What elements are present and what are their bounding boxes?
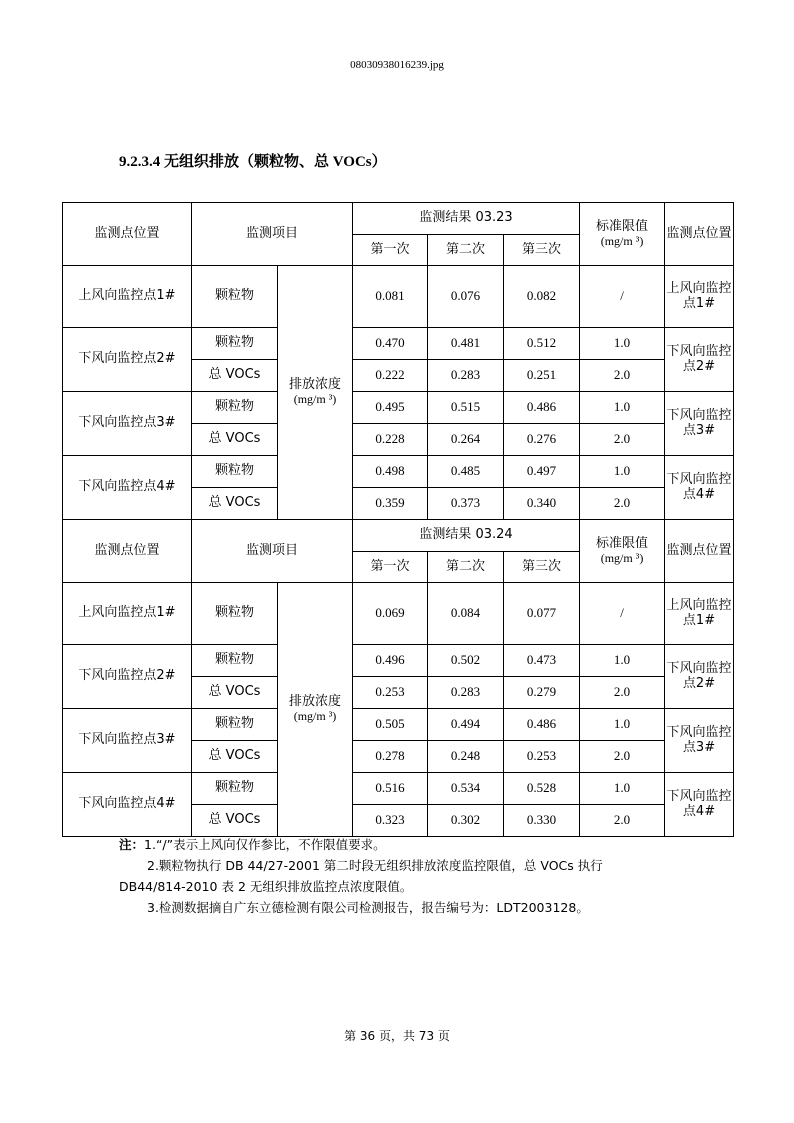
header-round-3: 第三次 bbox=[504, 235, 580, 266]
item-cell: 颗粒物 bbox=[192, 773, 278, 805]
value-round-3: 0.251 bbox=[504, 360, 580, 392]
limit-cell: / bbox=[580, 583, 665, 645]
value-round-1: 0.516 bbox=[353, 773, 428, 805]
value-round-1: 0.253 bbox=[353, 677, 428, 709]
table-header-row bbox=[63, 520, 734, 552]
limit-cell: 1.0 bbox=[580, 773, 665, 805]
location-right-cell: 下风向监控点2# bbox=[665, 645, 734, 709]
header-limit bbox=[580, 520, 665, 583]
location-cell: 上风向监控点1# bbox=[63, 583, 192, 645]
value-round-1: 0.470 bbox=[353, 328, 428, 360]
header-location: 监测点位置 bbox=[63, 520, 192, 583]
value-round-2: 0.515 bbox=[428, 392, 504, 424]
table-row bbox=[63, 583, 734, 645]
value-round-1: 0.323 bbox=[353, 805, 428, 837]
header-round-2: 第二次 bbox=[428, 235, 504, 266]
item-cell: 颗粒物 bbox=[192, 456, 278, 488]
value-round-3: 0.486 bbox=[504, 709, 580, 741]
location-right-cell: 下风向监控点4# bbox=[665, 456, 734, 520]
value-round-2: 0.485 bbox=[428, 456, 504, 488]
value-round-2: 0.502 bbox=[428, 645, 504, 677]
cell-unit: (mg/m ³) bbox=[600, 233, 644, 248]
limit-cell: 1.0 bbox=[580, 709, 665, 741]
value-round-1: 0.359 bbox=[353, 488, 428, 520]
header-round-1: 第一次 bbox=[353, 552, 428, 583]
page-footer: 第 36 页，共 73 页 bbox=[344, 1029, 450, 1043]
value-round-3: 0.077 bbox=[504, 583, 580, 645]
cell-text: 排放浓度 bbox=[289, 694, 342, 710]
item-cell: 总 VOCs bbox=[192, 360, 278, 392]
limit-cell: 2.0 bbox=[580, 488, 665, 520]
value-round-3: 0.486 bbox=[504, 392, 580, 424]
limit-cell: 2.0 bbox=[580, 805, 665, 837]
value-round-3: 0.279 bbox=[504, 677, 580, 709]
cell-text: 标准限值 bbox=[596, 535, 649, 551]
location-right-cell: 下风向监控点3# bbox=[665, 392, 734, 456]
header-limit bbox=[580, 203, 665, 266]
table-body bbox=[63, 203, 734, 837]
header-item: 监测项目 bbox=[192, 520, 353, 583]
item-cell: 总 VOCs bbox=[192, 488, 278, 520]
file-name-header: 08030938016239.jpg bbox=[350, 59, 444, 71]
item-cell: 颗粒物 bbox=[192, 583, 278, 645]
table-row bbox=[63, 392, 734, 424]
value-round-3: 0.340 bbox=[504, 488, 580, 520]
value-round-1: 0.495 bbox=[353, 392, 428, 424]
note-line-3: DB44/814-2010 表 2 无组织排放监控点浓度限值。 bbox=[119, 879, 413, 894]
value-round-1: 0.496 bbox=[353, 645, 428, 677]
value-round-3: 0.276 bbox=[504, 424, 580, 456]
section-title: 9.2.3.4 无组织排放（颗粒物、总 VOCs） bbox=[119, 154, 387, 170]
cell-text: 标准限值 bbox=[596, 218, 649, 234]
value-round-1: 0.069 bbox=[353, 583, 428, 645]
value-round-2: 0.534 bbox=[428, 773, 504, 805]
table-row bbox=[63, 645, 734, 677]
limit-cell: 2.0 bbox=[580, 677, 665, 709]
item-cell: 颗粒物 bbox=[192, 328, 278, 360]
header-round-2: 第二次 bbox=[428, 552, 504, 583]
value-round-3: 0.253 bbox=[504, 741, 580, 773]
note-text-1: 1.“/”表示上风向仅作参比，不作限值要求。 bbox=[144, 837, 386, 852]
limit-cell: 2.0 bbox=[580, 741, 665, 773]
header-location-right: 监测点位置 bbox=[665, 520, 734, 583]
item-cell: 总 VOCs bbox=[192, 424, 278, 456]
location-cell: 下风向监控点4# bbox=[63, 456, 192, 520]
location-right-cell: 下风向监控点3# bbox=[665, 709, 734, 773]
concentration-cell bbox=[278, 266, 353, 520]
header-round-1: 第一次 bbox=[353, 235, 428, 266]
limit-cell: 1.0 bbox=[580, 392, 665, 424]
location-cell: 下风向监控点3# bbox=[63, 709, 192, 773]
value-round-1: 0.222 bbox=[353, 360, 428, 392]
limit-cell: / bbox=[580, 266, 665, 328]
value-round-2: 0.373 bbox=[428, 488, 504, 520]
value-round-1: 0.228 bbox=[353, 424, 428, 456]
value-round-2: 0.302 bbox=[428, 805, 504, 837]
value-round-2: 0.248 bbox=[428, 741, 504, 773]
table-row bbox=[63, 266, 734, 328]
monitoring-results-table bbox=[62, 202, 734, 837]
item-cell: 颗粒物 bbox=[192, 709, 278, 741]
limit-cell: 2.0 bbox=[580, 424, 665, 456]
location-right-cell: 上风向监控点1# bbox=[665, 266, 734, 328]
location-right-cell: 上风向监控点1# bbox=[665, 583, 734, 645]
value-round-2: 0.084 bbox=[428, 583, 504, 645]
item-cell: 颗粒物 bbox=[192, 645, 278, 677]
value-round-3: 0.082 bbox=[504, 266, 580, 328]
header-result-date: 监测结果 03.23 bbox=[353, 203, 580, 235]
value-round-2: 0.076 bbox=[428, 266, 504, 328]
limit-cell: 1.0 bbox=[580, 645, 665, 677]
cell-unit: (mg/m ³) bbox=[293, 709, 337, 724]
item-cell: 颗粒物 bbox=[192, 392, 278, 424]
table-header-row bbox=[63, 203, 734, 235]
item-cell: 总 VOCs bbox=[192, 805, 278, 837]
value-round-1: 0.278 bbox=[353, 741, 428, 773]
limit-cell: 1.0 bbox=[580, 328, 665, 360]
limit-cell: 2.0 bbox=[580, 360, 665, 392]
header-result-date: 监测结果 03.24 bbox=[353, 520, 580, 552]
value-round-3: 0.528 bbox=[504, 773, 580, 805]
table-row bbox=[63, 709, 734, 741]
item-cell: 总 VOCs bbox=[192, 741, 278, 773]
note-line-1 bbox=[119, 834, 709, 855]
location-cell: 下风向监控点2# bbox=[63, 645, 192, 709]
location-cell: 上风向监控点1# bbox=[63, 266, 192, 328]
value-round-1: 0.081 bbox=[353, 266, 428, 328]
location-cell: 下风向监控点3# bbox=[63, 392, 192, 456]
header-location: 监测点位置 bbox=[63, 203, 192, 266]
value-round-3: 0.473 bbox=[504, 645, 580, 677]
cell-unit: (mg/m ³) bbox=[293, 392, 337, 407]
location-right-cell: 下风向监控点4# bbox=[665, 773, 734, 837]
location-right-cell: 下风向监控点2# bbox=[665, 328, 734, 392]
header-round-3: 第三次 bbox=[504, 552, 580, 583]
value-round-3: 0.497 bbox=[504, 456, 580, 488]
note-line-2: 2.颗粒物执行 DB 44/27-2001 第二时段无组织排放浓度监控限值，总 VOCs 执行 bbox=[147, 858, 603, 873]
cell-unit: (mg/m ³) bbox=[600, 550, 644, 565]
table-row bbox=[63, 456, 734, 488]
value-round-3: 0.512 bbox=[504, 328, 580, 360]
table-row bbox=[63, 328, 734, 360]
header-location-right: 监测点位置 bbox=[665, 203, 734, 266]
value-round-2: 0.264 bbox=[428, 424, 504, 456]
value-round-2: 0.494 bbox=[428, 709, 504, 741]
table-row bbox=[63, 773, 734, 805]
location-cell: 下风向监控点2# bbox=[63, 328, 192, 392]
note-line-4: 3.检测数据摘自广东立德检测有限公司检测报告，报告编号为：LDT2003128。 bbox=[147, 900, 589, 915]
notes bbox=[119, 834, 709, 918]
value-round-2: 0.283 bbox=[428, 360, 504, 392]
value-round-2: 0.283 bbox=[428, 677, 504, 709]
concentration-cell bbox=[278, 583, 353, 837]
limit-cell: 1.0 bbox=[580, 456, 665, 488]
cell-text: 排放浓度 bbox=[289, 377, 342, 393]
location-cell: 下风向监控点4# bbox=[63, 773, 192, 837]
value-round-2: 0.481 bbox=[428, 328, 504, 360]
item-cell: 颗粒物 bbox=[192, 266, 278, 328]
value-round-1: 0.505 bbox=[353, 709, 428, 741]
header-item: 监测项目 bbox=[192, 203, 353, 266]
value-round-1: 0.498 bbox=[353, 456, 428, 488]
note-label: 注： bbox=[119, 837, 145, 852]
item-cell: 总 VOCs bbox=[192, 677, 278, 709]
value-round-3: 0.330 bbox=[504, 805, 580, 837]
